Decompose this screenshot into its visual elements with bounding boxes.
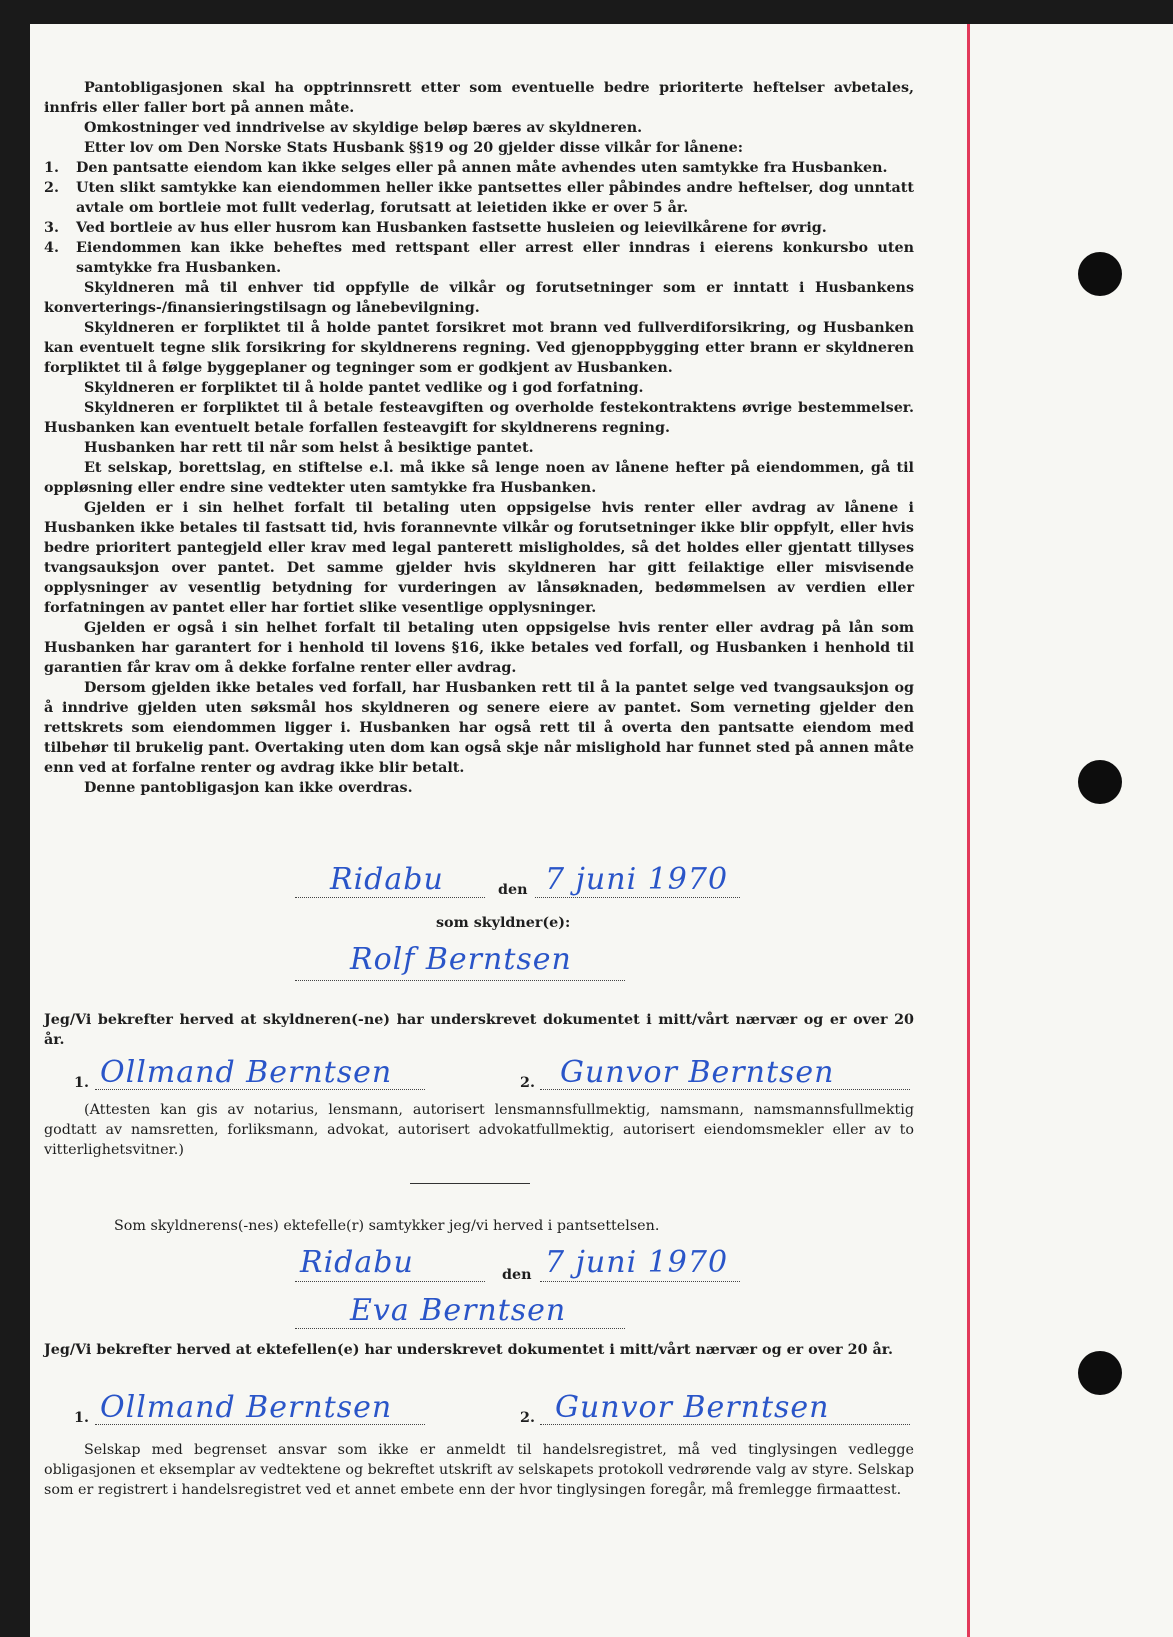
punch-hole-2: [1078, 760, 1122, 804]
list-item: [44, 178, 914, 218]
list-item: [44, 158, 914, 178]
witness2-label-1: 1.: [74, 1410, 89, 1426]
signature-line: [295, 980, 625, 981]
list-text: Eiendommen kan ikke beheftes med rettspant eller arrest eller inndras i eierens konkursbo uten samtykke fra Husbanken.: [76, 240, 914, 276]
terms-text: [44, 78, 914, 798]
spouse-date-line: [540, 1281, 740, 1282]
paragraph: Gjelden er i sin helhet forfalt til betaling uten oppsigelse hvis renter eller avdrag av lånene i Husbanken ikke betales til fastsatt tid, hvis forannevnte vilkår og forutsetninger ikke blir oppfylt, eller hvis bedre prioritert pantegjeld eller krav med legal panterett misligholdes, så det holdes eller gjentatt tillyses tvangsauksjon over pantet. Det samme gjelder hvis skyldneren har gitt feilaktige eller misvisende opplysninger av vesentlig betydning for vurderingen av lånsøknaden, bedømmelsen av verdien eller forfatningen av pantet eller har fortiet slike vesentlige opplysninger.: [44, 500, 914, 616]
witness-signature-2: Gunvor Berntsen: [560, 1055, 835, 1090]
spouse-place-line: [295, 1281, 485, 1282]
witness-statement: Jeg/Vi bekrefter herved at skyldneren(-ne) har underskrevet dokumentet i mitt/vårt nærvær og er over 20 år.: [44, 1012, 914, 1048]
place-line: [295, 897, 485, 898]
list-number: 3.: [44, 220, 59, 236]
attest-note: (Attesten kan gis av notarius, lensmann, autorisert lensmannsfullmektig, namsmann, namsmannsfullmektig godtatt av namsretten, forliksmann, advokat, autorisert advokatfullmektig, autorisert eiendomsmekler eller av to vitterlighetsvitner.): [44, 1102, 914, 1158]
paragraph: Dersom gjelden ikke betales ved forfall, har Husbanken rett til å la pantet selge ved tvangsauksjon og å inndrive gjelden uten søksmål hos skyldneren og senere eiere av pantet. Som verneting gjelder den rettskrets som eiendommen ligger i. Husbanken har også rett til å overta den pantsatte eiendom med tilbehør til brukelig pant. Overtaking uten dom kan også skje når mislighold har funnet sted på annen måte enn ved at forfalne renter og avdrag ikke blir betalt.: [44, 680, 914, 776]
witness2-label-2: 2.: [520, 1410, 535, 1426]
paragraph: Gjelden er også i sin helhet forfalt til betaling uten oppsigelse hvis renter eller avdrag på lån som Husbanken har garantert for i henhold til lovens §16, ikke betales ved forfall, og Husbanken i henhold til garantien får krav om å dekke forfalne renter eller avdrag.: [44, 620, 914, 676]
spouse-statement: Som skyldnerens(-nes) ektefelle(r) samtykker jeg/vi herved i pantsettelsen.: [114, 1218, 660, 1234]
paragraph: Omkostninger ved inndrivelse av skyldige beløp bæres av skyldneren.: [84, 120, 643, 136]
skyldner-label: som skyldner(e):: [436, 915, 571, 931]
list-text: Uten slikt samtykke kan eiendommen heller ikke pantsettes eller påbindes andre heftelser, dog unntatt avtale om bortleie mot fullt vederlag, forutsatt at leietiden ikke er over 5 år.: [76, 180, 914, 216]
list-text: Ved bortleie av hus eller husrom kan Husbanken fastsette husleien og leievilkårene for øvrig.: [76, 220, 827, 236]
spouse-signature-line: [295, 1328, 625, 1329]
list-number: 2.: [44, 180, 59, 196]
witness-label-2: 2.: [520, 1075, 535, 1091]
den-label: den: [498, 882, 528, 898]
paragraph: Etter lov om Den Norske Stats Husbank §§19 og 20 gjelder disse vilkår for lånene:: [84, 140, 744, 156]
date-handwriting: 7 juni 1970: [545, 862, 729, 897]
paragraph: Pantobligasjonen skal ha opptrinnsrett etter som eventuelle bedre prioriterte heftelser avbetales, innfris eller faller bort på annen måte.: [44, 80, 914, 116]
conditions-list: [44, 158, 914, 278]
spouse-signature: Eva Berntsen: [350, 1293, 567, 1328]
paragraph: Husbanken har rett til når som helst å besiktige pantet.: [84, 440, 534, 456]
list-number: 1.: [44, 160, 59, 176]
spouse-den-label: den: [502, 1267, 532, 1283]
list-text: Den pantsatte eiendom kan ikke selges eller på annen måte avhendes uten samtykke fra Husbanken.: [76, 160, 888, 176]
witness2-signature-2: Gunvor Berntsen: [555, 1390, 830, 1425]
witness-label-1: 1.: [74, 1075, 89, 1091]
date-line: [535, 897, 740, 898]
spouse-place-handwriting: Ridabu: [300, 1245, 414, 1280]
list-item: [44, 218, 914, 238]
witness2-signature-1: Ollmand Berntsen: [100, 1390, 393, 1425]
place-handwriting: Ridabu: [330, 862, 444, 897]
list-item: [44, 238, 914, 278]
paragraph: Skyldneren må til enhver tid oppfylle de vilkår og forutsetninger som er inntatt i Husbankens konverterings-/finansieringstilsagn og lånebevilgning.: [44, 280, 914, 316]
witness-statement-2: Jeg/Vi bekrefter herved at ektefellen(e) har underskrevet dokumentet i mitt/vårt nærvær og er over 20 år.: [44, 1342, 893, 1358]
skyldner-signature: Rolf Berntsen: [350, 942, 572, 977]
margin-rule: [967, 24, 970, 1637]
witness-signature-1: Ollmand Berntsen: [100, 1055, 393, 1090]
paragraph: Denne pantobligasjon kan ikke overdras.: [84, 780, 413, 796]
list-number: 4.: [44, 240, 59, 256]
punch-hole-3: [1078, 1351, 1122, 1395]
paragraph: Skyldneren er forpliktet til å holde pantet vedlike og i god forfatning.: [84, 380, 644, 396]
divider: [410, 1183, 530, 1184]
paragraph: Skyldneren er forpliktet til å holde pantet forsikret mot brann ved fullverdiforsikring, og Husbanken kan eventuelt tegne slik forsikring for skyldnerens regning. Ved gjenoppbygging etter brann er skyldneren forpliktet til å følge byggeplaner og tegninger som er godkjent av Husbanken.: [44, 320, 914, 376]
paragraph: Skyldneren er forpliktet til å betale festeavgiften og overholde festekontraktens øvrige bestemmelser. Husbanken kan eventuelt betale forfallen festeavgift for skyldnerens regning.: [44, 400, 914, 436]
paragraph: Et selskap, borettslag, en stiftelse e.l. må ikke så lenge noen av lånene hefter på eiendommen, gå til oppløsning eller endre sine vedtekter uten samtykke fra Husbanken.: [44, 460, 914, 496]
footer-note: Selskap med begrenset ansvar som ikke er anmeldt til handelsregistret, må ved tinglysingen vedlegge obligasjonen et eksemplar av vedtektene og bekreftet utskrift av selskapets protokoll vedrørende valg av styre. Selskap som er registrert i handelsregistret ved et annet embete enn der hvor tinglysingen foregår, må fremlegge firmaattest.: [44, 1442, 915, 1498]
punch-hole-1: [1078, 252, 1122, 296]
spouse-date-handwriting: 7 juni 1970: [545, 1245, 729, 1280]
